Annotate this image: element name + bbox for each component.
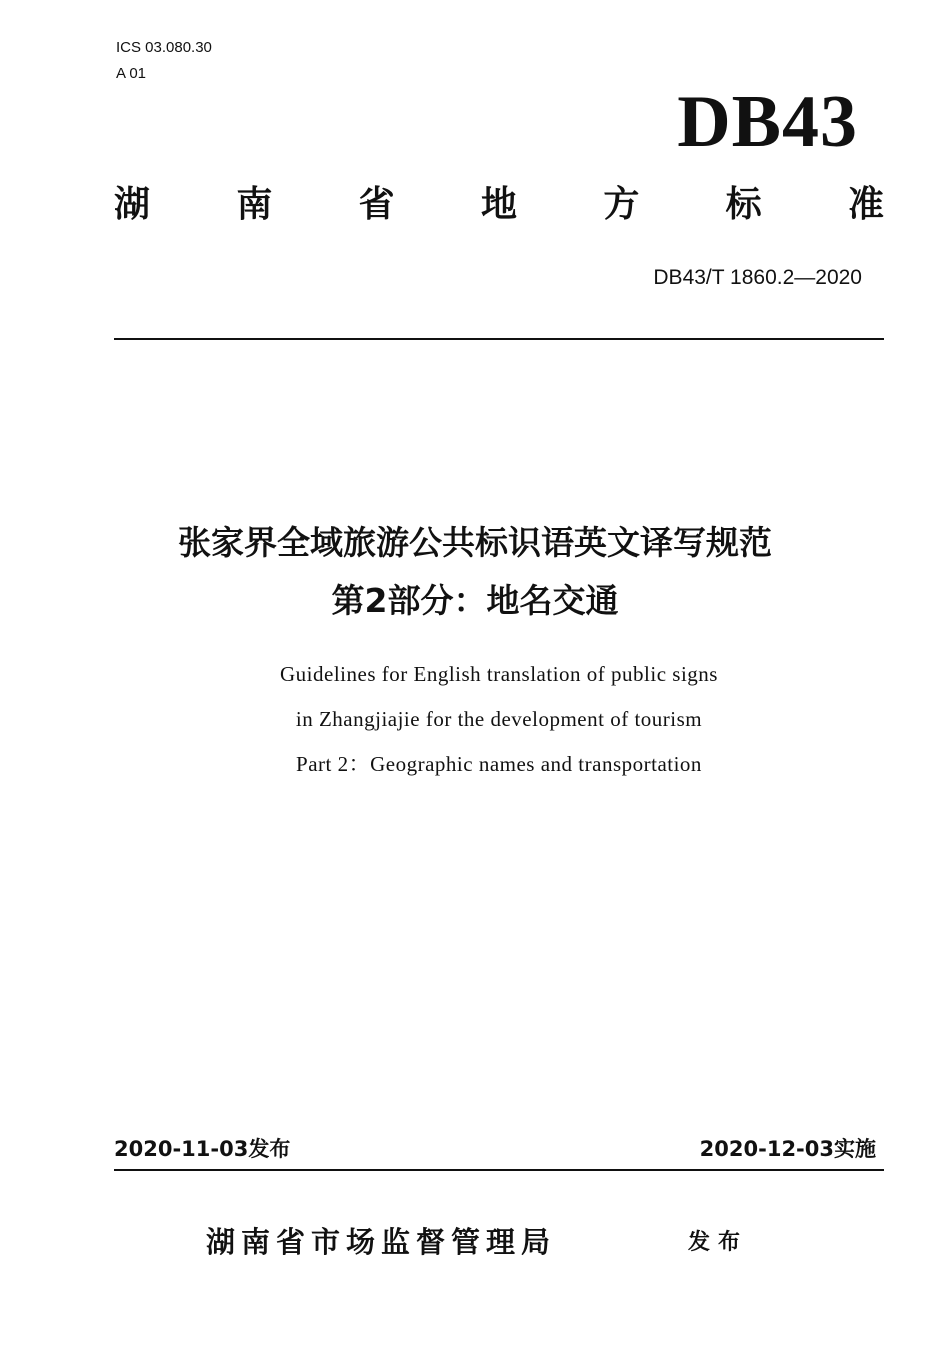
province-standard-heading	[114, 180, 884, 230]
title-en-line3: Part 2：Geographic names and transportation	[296, 752, 702, 776]
implement-date: 2020-12-03实施	[699, 1137, 876, 1161]
publish-date: 2020-11-03发布	[114, 1137, 291, 1161]
title-en-line1: Guidelines for English translation of public signs	[280, 662, 718, 686]
heading-char: 湖	[114, 184, 151, 225]
title-cn-line2: 第2部分：地名交通	[331, 581, 619, 620]
heading-char: 地	[480, 184, 517, 225]
standard-number: DB43/T 1860.2—2020	[653, 266, 862, 289]
heading-char: 标	[725, 184, 762, 225]
ics-code: ICS 03.080.30	[116, 39, 212, 56]
top-divider	[114, 338, 884, 340]
issuing-authority: 湖南省市场监督管理局	[206, 1225, 557, 1259]
db43-mark: DB43	[677, 81, 858, 163]
category-code: A 01	[116, 65, 147, 82]
heading-char: 省	[358, 184, 395, 225]
issue-label: 发布	[688, 1230, 749, 1255]
bottom-divider	[114, 1169, 884, 1171]
heading-char: 准	[847, 184, 884, 225]
title-cn-line1: 张家界全域旅游公共标识语英文译写规范	[178, 523, 772, 562]
heading-char: 方	[603, 184, 640, 225]
title-en-line2: in Zhangjiajie for the development of tourism	[295, 707, 703, 731]
heading-char: 南	[236, 184, 273, 225]
